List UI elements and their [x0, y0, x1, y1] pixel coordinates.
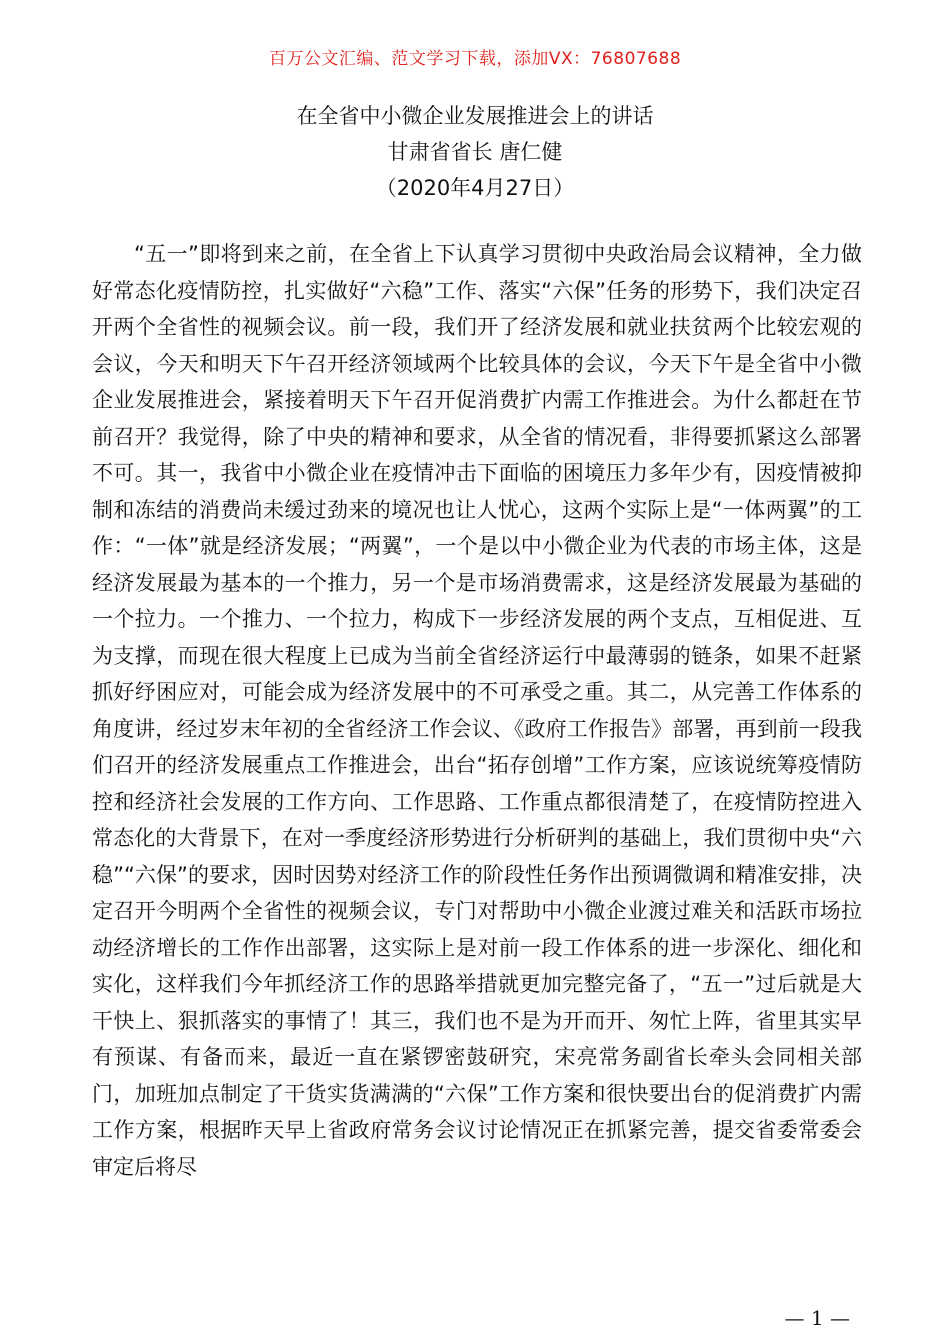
- body-paragraph: “五一”即将到来之前，在全省上下认真学习贯彻中央政治局会议精神，全力做好常态化疫情防控，扎实做好“六稳”工作、落实“六保”任务的形势下，我们决定召开两个全省性的视频会议。前一段，我们开了经济发展和就业扶贫两个比较宏观的会议，今天和明天下午召开经济领域两个比较具体的会议，今天下午是全省中小微企业发展推进会，紧接着明天下午召开促消费扩内需工作推进会。为什么都赶在节前召开？我觉得，除了中央的精神和要求，从全省的情况看，非得要抓紧这么部署不可。其一，我省中小微企业在疫情冲击下面临的困境压力多年少有，因疫情被抑制和冻结的消费尚未缓过劲来的境况也让人忧心，这两个实际上是“一体两翼”的工作：“一体”就是经济发展；“两翼”，一个是以中小微企业为代表的市场主体，这是经济发展最为基本的一个推力，另一个是市场消费需求，这是经济发展最为基础的一个拉力。一个推力、一个拉力，构成下一步经济发展的两个支点，互相促进、互为支撑，而现在很大程度上已成为当前全省经济运行中最薄弱的链条，如果不赶紧抓好纾困应对，可能会成为经济发展中的不可承受之重。其二，从完善工作体系的角度讲，经过岁末年初的全省经济工作会议、《政府工作报告》部署，再到前一段我们召开的经济发展重点工作推进会，出台“拓存创增”工作方案，应该说统筹疫情防控和经济社会发展的工作方向、工作思路、工作重点都很清楚了，在疫情防控进入常态化的大背景下，在对一季度经济形势进行分析研判的基础上，我们贯彻中央“六稳”“六保”的要求，因时因势对经济工作的阶段性任务作出预调微调和精准安排，决定召开今明两个全省性的视频会议，专门对帮助中小微企业渡过难关和活跃市场拉动经济增长的工作作出部署，这实际上是对前一段工作体系的进一步深化、细化和实化，这样我们今年抓经济工作的思路举措就更加完整完备了，“五一”过后就是大干快上、狠抓落实的事情了！其三，我们也不是为开而开、匆忙上阵，省里其实早有预谋、有备而来，最近一直在紧锣密鼓研究，宋亮常务副省长牵头会同相关部门，加班加点制定了干货实货满满的“六保”工作方案和很快要出台的促消费扩内需工作方案，根据昨天早上省政府常务会议讨论情况正在抓紧完善，提交省委常委会审定后将尽: [92, 242, 862, 1179]
- document-date: （2020年4月27日）: [375, 176, 575, 200]
- document-author: 甘肃省省长 唐仁健: [387, 140, 563, 164]
- document-title: 在全省中小微企业发展推进会上的讲话: [296, 104, 654, 128]
- page-number: — 1 —: [784, 1306, 850, 1330]
- watermark-header: 百万公文汇编、范文学习下载，添加VX：76807688: [268, 49, 682, 69]
- title-block: [0, 98, 950, 206]
